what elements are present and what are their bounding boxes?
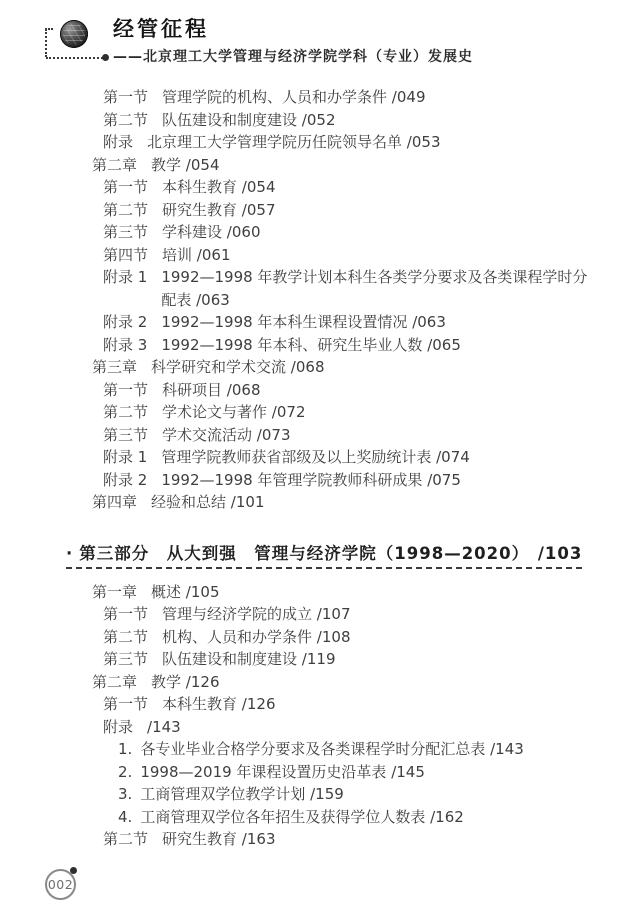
book-subtitle: ——北京理工大学管理与经济学院学科（专业）发展史 [113, 49, 473, 65]
toc-entry-title: 本科生教育 /054 [162, 178, 276, 196]
toc-entry-label: 第一节 [103, 380, 149, 399]
toc-entry [92, 626, 597, 649]
toc-entry-page: /073 [256, 425, 291, 444]
toc-entry-title: 学术论文与著作 /072 [162, 403, 306, 421]
toc-entry-label: 附录 [103, 717, 134, 736]
toc-entry-page: /072 [271, 403, 306, 421]
toc-entry-label: 2. [118, 762, 133, 781]
toc-entry [92, 446, 597, 469]
toc-entry-label: 第二节 [103, 200, 149, 219]
toc-entry-page: /054 [185, 155, 220, 174]
toc-entry-title: 1992—1998 年本科生课程设置情况 /063 [161, 313, 446, 331]
table-of-contents [66, 86, 597, 851]
toc-entry-page: /126 [185, 672, 220, 691]
toc-entry [92, 581, 597, 604]
toc-entry-page: /105 [185, 582, 220, 601]
toc-entry-label: 附录 2 [103, 313, 148, 331]
toc-entry [92, 424, 597, 447]
toc-entry-title: 教学 /054 [151, 155, 220, 174]
page-number-badge [45, 869, 76, 900]
toc-entry-title: 队伍建设和制度建设 /052 [162, 110, 336, 129]
toc-entry-title: 1992—1998 年管理学院教师科研成果 /075 [161, 470, 461, 489]
toc-entry-title: 教学 /126 [151, 672, 220, 691]
toc-entry-page: /063 [196, 290, 230, 309]
toc-entry-page: /119 [301, 650, 336, 668]
toc-part3-entries [92, 581, 597, 851]
toc-entry-title: 工商管理双学位教学计划 /159 [140, 785, 344, 803]
toc-entry-title: 研究生教育 /057 [162, 200, 276, 219]
part3-page: /103 [537, 543, 583, 563]
toc-entry [92, 154, 597, 177]
toc-entry [92, 109, 597, 132]
toc-entry [92, 716, 597, 739]
toc-entry-label: 第一节 [103, 605, 149, 623]
toc-entry [92, 131, 597, 154]
book-title-block [113, 16, 473, 66]
toc-entry-title: 学术交流活动 /073 [162, 425, 291, 444]
toc-entry-label: 附录 1 [103, 268, 148, 286]
toc-entry-label: 第三节 [103, 425, 149, 444]
toc-entry-title: 研究生教育 /163 [162, 830, 276, 848]
toc-entry-title: 管理与经济学院的成立 /107 [162, 605, 351, 623]
toc-entry-title: 管理学院的机构、人员和办学条件 /049 [162, 88, 426, 106]
toc-entry-title: 机构、人员和办学条件 /108 [162, 627, 351, 646]
toc-entry-page: /163 [241, 830, 276, 848]
book-title: 经管征程 [113, 17, 209, 41]
part3-title: 第三部分 从大到强 管理与经济学院（1998—2020） [79, 543, 530, 563]
toc-entry-page: /074 [436, 448, 470, 466]
part3-bullet: · [66, 543, 74, 563]
toc-entry-page: /053 [406, 133, 441, 151]
toc-entry [92, 86, 597, 109]
toc-entry-title [147, 716, 597, 739]
toc-entry [92, 693, 597, 716]
toc-entry [92, 738, 597, 761]
toc-entry [92, 469, 597, 492]
toc-entry-label: 第二章 [92, 155, 138, 174]
toc-entry-label: 附录 1 [103, 448, 148, 466]
toc-entry-page: /075 [427, 470, 461, 489]
part3-heading [66, 540, 582, 569]
toc-entry-label: 附录 2 [103, 470, 148, 489]
toc-entry [92, 761, 597, 784]
toc-entry-page: /054 [241, 178, 276, 196]
toc-entry [92, 379, 597, 402]
toc-entry-label: 1. [118, 740, 133, 758]
toc-entry-label: 第三节 [103, 223, 149, 241]
toc-entry [92, 401, 597, 424]
globe-icon [60, 20, 88, 48]
toc-entry-label: 第二章 [92, 672, 138, 691]
bullet-dot [102, 54, 109, 61]
toc-entry-page: /145 [391, 762, 425, 781]
toc-entry [92, 199, 597, 222]
toc-entry-page: /061 [196, 245, 231, 264]
toc-entry-page: /162 [430, 807, 464, 826]
toc-entry-title: 1998—2019 年课程设置历史沿革表 /145 [140, 762, 425, 781]
toc-entry-label: 第二节 [103, 830, 149, 848]
toc-entry-title: 概述 /105 [151, 582, 220, 601]
toc-entry-page: /065 [427, 335, 461, 354]
toc-entry-page: /068 [226, 380, 261, 399]
toc-entry [92, 356, 597, 379]
toc-entry-label: 第一节 [103, 178, 149, 196]
toc-entry-label: 第一节 [103, 88, 149, 106]
toc-entry [92, 244, 597, 267]
toc-entry-title: 1992—1998 年本科、研究生毕业人数 /065 [161, 335, 461, 354]
toc-entry-label: 第三章 [92, 358, 138, 376]
toc-entry [92, 334, 597, 357]
toc-entry [92, 648, 597, 671]
toc-entry-page: /143 [147, 717, 181, 736]
dotted-bracket-vertical [45, 29, 47, 57]
toc-entry-title: 培训 /061 [162, 245, 231, 264]
toc-entry-label: 附录 3 [103, 335, 148, 354]
page-number: 002 [47, 877, 74, 892]
page-badge-tick [70, 867, 77, 874]
toc-entry [92, 671, 597, 694]
toc-entry-title: 经验和总结 /101 [151, 493, 265, 511]
toc-entry-label: 第二节 [103, 627, 149, 646]
toc-entry-label: 3. [118, 785, 133, 803]
toc-entry-title: 工商管理双学位各年招生及获得学位人数表 /162 [140, 807, 464, 826]
toc-entry [92, 806, 597, 829]
toc-entry-label: 第四章 [92, 493, 138, 511]
toc-entry-label: 第四节 [103, 245, 149, 264]
toc-entry-page: /060 [226, 223, 261, 241]
toc-entry-page: /057 [241, 200, 276, 219]
toc-entry-title: 本科生教育 /126 [162, 695, 276, 713]
toc-entry [92, 176, 597, 199]
toc-entry-page: /126 [241, 695, 276, 713]
toc-entry-label: 4. [118, 807, 133, 826]
toc-entry [92, 603, 597, 626]
dotted-bracket-horizontal [46, 57, 103, 59]
toc-part2-entries [92, 86, 597, 514]
toc-entry-page: /159 [310, 785, 344, 803]
toc-entry-title: 科研项目 /068 [162, 380, 261, 399]
toc-entry [92, 266, 597, 311]
toc-entry-title: 1992—1998 年教学计划本科生各类学分要求及各类课程学时分配表 /063 [161, 268, 588, 309]
toc-entry-title: 北京理工大学管理学院历任院领导名单 /053 [147, 133, 441, 151]
toc-entry [92, 221, 597, 244]
toc-entry-page: /068 [290, 358, 325, 376]
toc-entry-page: /143 [490, 740, 524, 758]
toc-entry-label: 附录 [103, 133, 134, 151]
toc-entry-label: 第一章 [92, 582, 138, 601]
toc-entry-title: 学科建设 /060 [162, 223, 261, 241]
toc-entry-label: 第二节 [103, 110, 149, 129]
toc-entry [92, 828, 597, 851]
toc-entry [92, 783, 597, 806]
globe-gridlines [63, 23, 85, 45]
toc-entry-page: /049 [391, 88, 426, 106]
toc-entry [92, 311, 597, 334]
toc-entry-title: 科学研究和学术交流 /068 [151, 358, 325, 376]
toc-entry-label: 第三节 [103, 650, 149, 668]
toc-entry-page: /063 [412, 313, 446, 331]
toc-entry-title: 队伍建设和制度建设 /119 [162, 650, 336, 668]
toc-entry-page: /101 [230, 493, 265, 511]
toc-entry-title: 各专业毕业合格学分要求及各类课程学时分配汇总表 /143 [140, 740, 524, 758]
toc-entry-page: /052 [301, 110, 336, 129]
toc-entry-label: 第二节 [103, 403, 149, 421]
toc-entry-page: /107 [316, 605, 351, 623]
toc-entry-label: 第一节 [103, 695, 149, 713]
page-header [45, 16, 605, 70]
toc-entry-title: 管理学院教师获省部级及以上奖励统计表 /074 [161, 448, 470, 466]
toc-entry-page: /108 [316, 627, 351, 646]
toc-entry [92, 491, 597, 514]
